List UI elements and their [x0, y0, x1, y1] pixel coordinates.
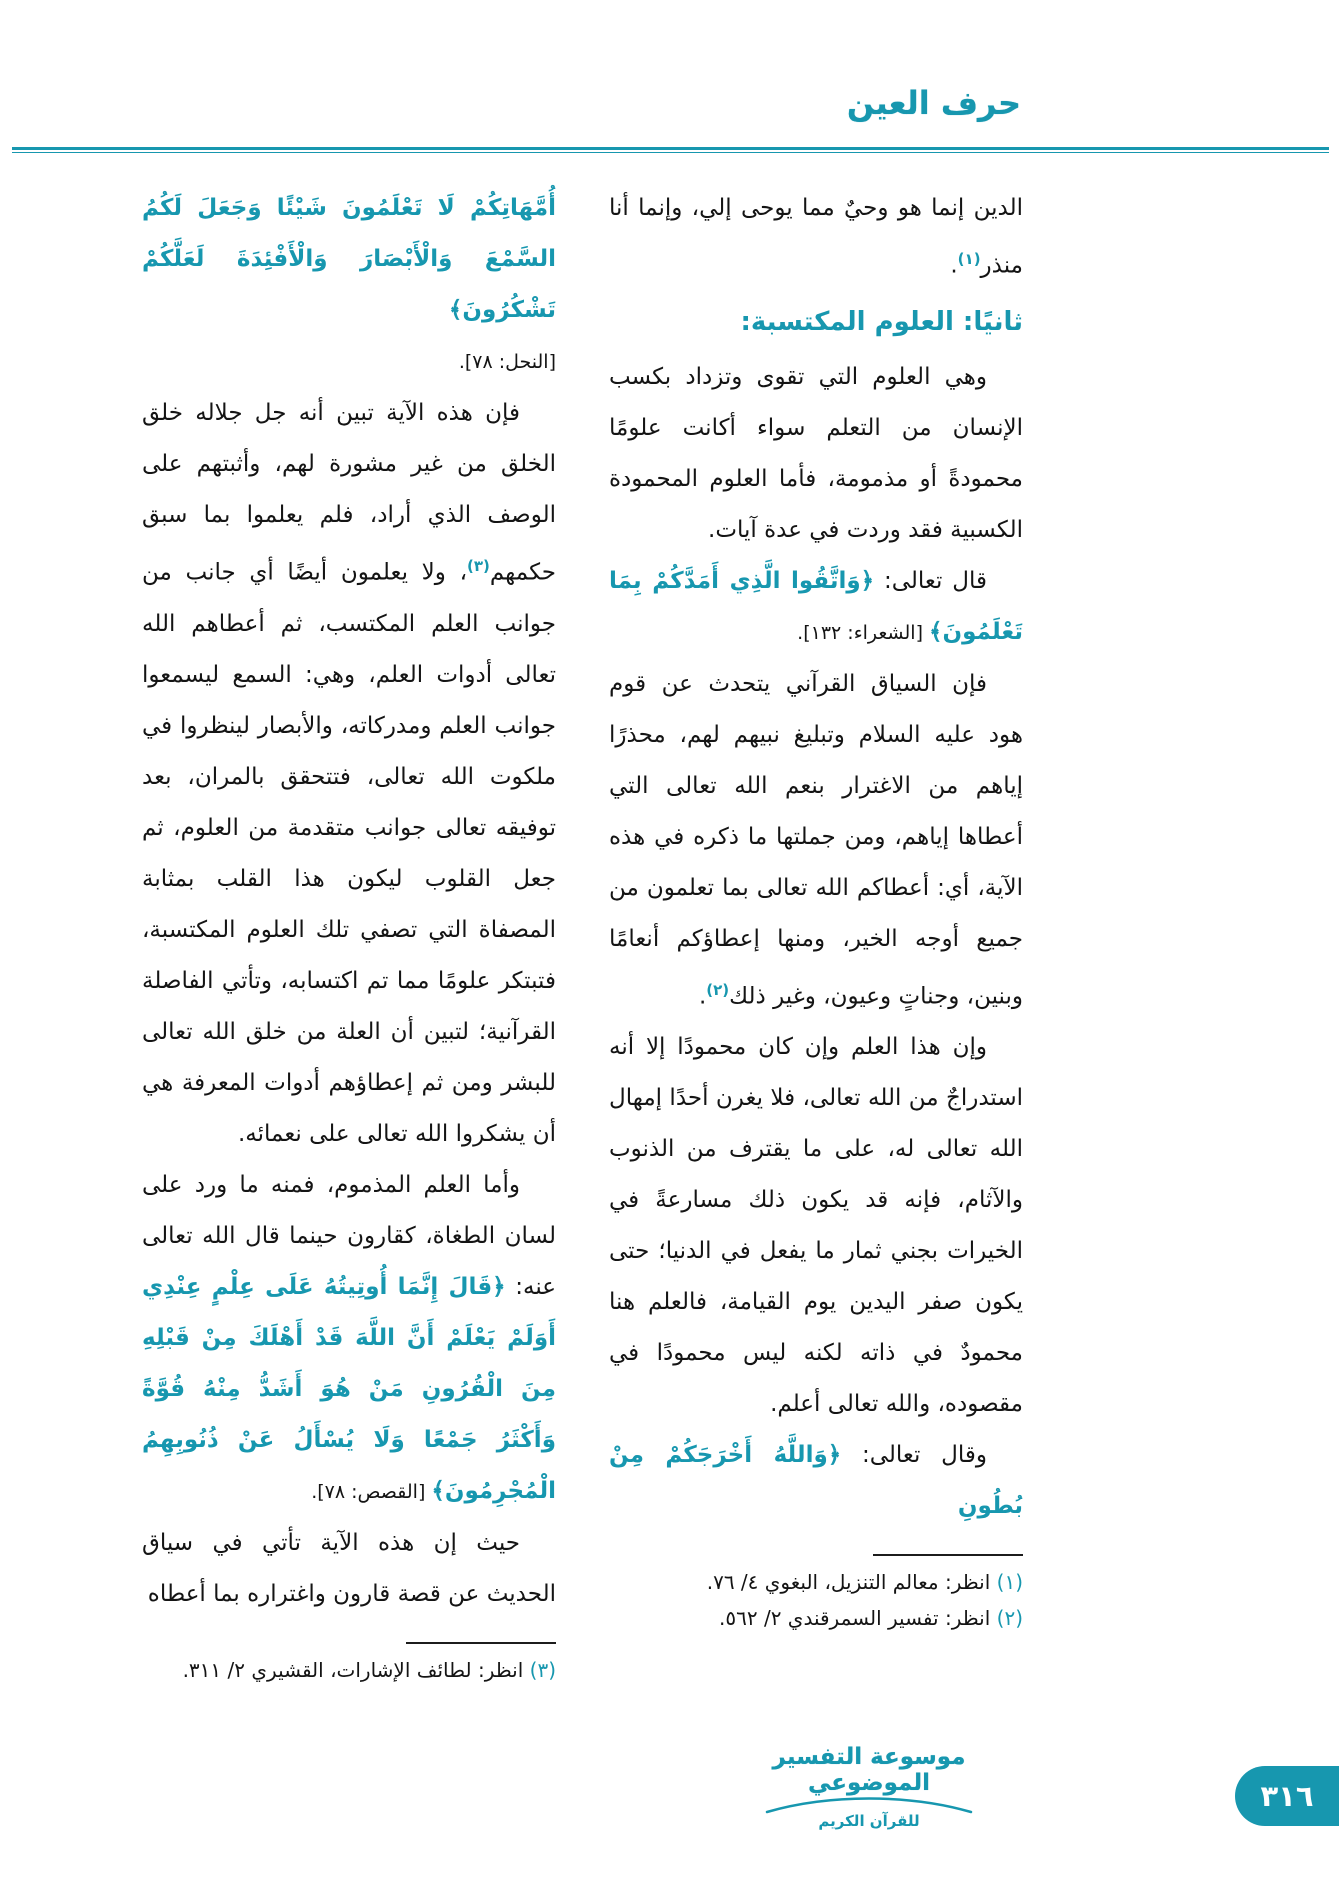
publisher-emblem — [744, 1744, 994, 1830]
body-text: فإن هذه الآية تبين أنه جل جلاله خلق الخلق من غير مشورة لهم، وأثبتهم على الوصف الذي أراد، فلم يعلموا بما سبق حكمهم — [142, 400, 556, 586]
footnote-ref-marker: (١) — [957, 250, 981, 268]
body-text: وأما العلم المذموم، فمنه ما ورد على لسان الطغاة، كقارون حينما قال الله تعالى عنه: — [142, 1171, 556, 1300]
footnote-number: (١) — [996, 1570, 1023, 1595]
quran-verse-text: ﴿قَالَ إِنَّمَا أُوتِيتُهُ عَلَى عِلْمٍ عِنْدِي أَوَلَمْ يَعْلَمْ أَنَّ اللَّهَ قَدْ أَهْلَكَ مِنْ قَبْلِهِ مِنَ الْقُرُونِ مَنْ هُوَ أَشَدُّ مِنْهُ قُوَّةً وَأَكْثَرُ جَمْعًا وَلَا يُسْأَلُ عَنْ ذُنُوبِهِمُ الْمُجْرِمُونَ﴾ — [142, 1273, 556, 1504]
paragraph-with-verse — [142, 1160, 556, 1518]
footnote — [609, 1600, 1023, 1636]
chapter-title: حرف العين — [846, 84, 1021, 122]
verse-reference: [القصص: ٧٨]. — [311, 1480, 432, 1503]
page-number: ٣١٦ — [1260, 1779, 1314, 1813]
verse-reference: [الشعراء: ١٣٢]. — [797, 621, 930, 644]
paragraph — [142, 1518, 556, 1620]
footnotes-right — [609, 1554, 1023, 1636]
paragraph — [609, 659, 1023, 1023]
paragraph-continuation — [609, 183, 1023, 292]
body-text: قال تعالى: — [874, 567, 987, 594]
body-text: حيث إن هذه الآية تأتي في سياق الحديث عن قصة قارون واغتراره بما أعطاه — [142, 1529, 556, 1607]
footnote-ref-marker: (٢) — [706, 980, 730, 999]
body-text: انظر: لطائف الإشارات، القشيري ٢/ ٣١١. — [182, 1657, 530, 1682]
body-text: . — [698, 983, 707, 1010]
body-text: . — [950, 252, 958, 279]
quran-verse-text: ﴿وَاللَّهُ أَخْرَجَكُمْ مِنْ بُطُونِ — [609, 1442, 1023, 1520]
body-text: انظر: تفسير السمرقندي ٢/ ٥٦٢. — [719, 1606, 997, 1631]
footnote — [609, 1564, 1023, 1600]
body-text: انظر: معالم التنزيل، البغوي ٤/ ٧٦. — [706, 1570, 997, 1595]
body-text: فإن السياق القرآني يتحدث عن قوم هود عليه السلام وتبليغ نبيهم لهم، محذرًا إياهم من الاغترار بنعم الله تعالى التي أعطاها إياهم، ومن جملتها ما ذكره في هذه الآية، أي: أعطاكم الله تعالى بما تعلمون من جميع أوجه الخير، ومنها إعطاؤكم أنعامًا وبنين، وجناتٍ وعيون، وغير ذلك — [609, 670, 1023, 1010]
footnote-divider — [406, 1642, 556, 1644]
quran-verse-paragraph — [142, 183, 556, 388]
body-text: وإن هذا العلم وإن كان محمودًا إلا أنه استدراجٌ من الله تعالى، فلا يغرن أحدًا إمهال الله تعالى له، على ما يقترف من الذنوب والآثام، فإنه قد يكون ذلك مسارعةً في الخيرات بجني ثمار ما يفعل في الدنيا؛ حتى يكون صفر اليدين يوم القيامة، فالعلم هنا محمودٌ في ذاته لكنه ليس محمودًا في مقصوده، والله تعالى أعلم. — [609, 1034, 1023, 1418]
body-text: وقال تعالى: — [841, 1442, 987, 1469]
footnote-divider — [873, 1554, 1023, 1556]
quran-verse-text: ﴿وَاتَّقُوا الَّذِي أَمَدَّكُمْ بِمَا تَعْلَمُونَ﴾ — [609, 567, 1023, 645]
emblem-title: موسوعة التفسير الموضوعي — [772, 1744, 966, 1796]
paragraph — [142, 388, 556, 1160]
footnote-ref-marker: (٣) — [467, 557, 490, 575]
body-text: ، ولا يعلمون أيضًا أي جانب من جوانب العلم المكتسب، ثم أعطاهم الله تعالى أدوات العلم، وهي: السمع ليسمعوا جوانب العلم ومدركاته، والأبصار لينظروا في ملكوت الله تعالى، فتتحقق بالمران، بعد توفيقه تعالى جوانب متقدمة من العلوم، ثم جعل القلوب ليكون هذا القلب بمثابة المصفاة التي تصفي تلك العلوم المكتسبة، فتبتكر علومًا مما تم اكتسابه، وتأتي الفاصلة القرآنية؛ لتبين أن العلة من خلق الله تعالى للبشر ومن ثم إعطاؤهم أدوات المعرفة هي أن يشكروا الله تعالى على نعمائه. — [142, 559, 556, 1147]
emblem-subtitle: للقرآن الكريم — [818, 1812, 920, 1830]
footnotes-left — [142, 1642, 556, 1688]
quran-verse-text: أُمَّهَاتِكُمْ لَا تَعْلَمُونَ شَيْئًا وَجَعَلَ لَكُمُ السَّمْعَ وَالْأَبْصَارَ وَالْأَفْئِدَةَ لَعَلَّكُمْ تَشْكُرُونَ﴾ — [142, 195, 556, 323]
page-number-badge — [1235, 1766, 1339, 1826]
column-left — [142, 183, 556, 1688]
body-text: وهي العلوم التي تقوى وتزداد بكسب الإنسان من التعلم سواء أكانت علومًا محمودةً أو مذمومة، فأما العلوم المحمودة الكسبية فقد وردت في عدة آيات. — [609, 363, 1023, 543]
section-heading: ثانيًا: العلوم المكتسبة: — [740, 306, 1023, 337]
paragraph-with-verse — [609, 556, 1023, 659]
paragraph — [609, 1022, 1023, 1430]
column-right — [609, 183, 1023, 1636]
footnote-number: (٢) — [996, 1606, 1023, 1631]
header-rule — [12, 147, 1329, 153]
verse-reference: [النحل: ٧٨]. — [458, 351, 556, 373]
body-text: الدين إنما هو وحيٌ مما يوحى إلي، وإنما أنا منذر — [609, 195, 1023, 279]
paragraph-with-verse — [609, 1430, 1023, 1532]
paragraph — [609, 352, 1023, 556]
footnote — [142, 1652, 556, 1688]
footnote-number: (٣) — [529, 1657, 556, 1682]
